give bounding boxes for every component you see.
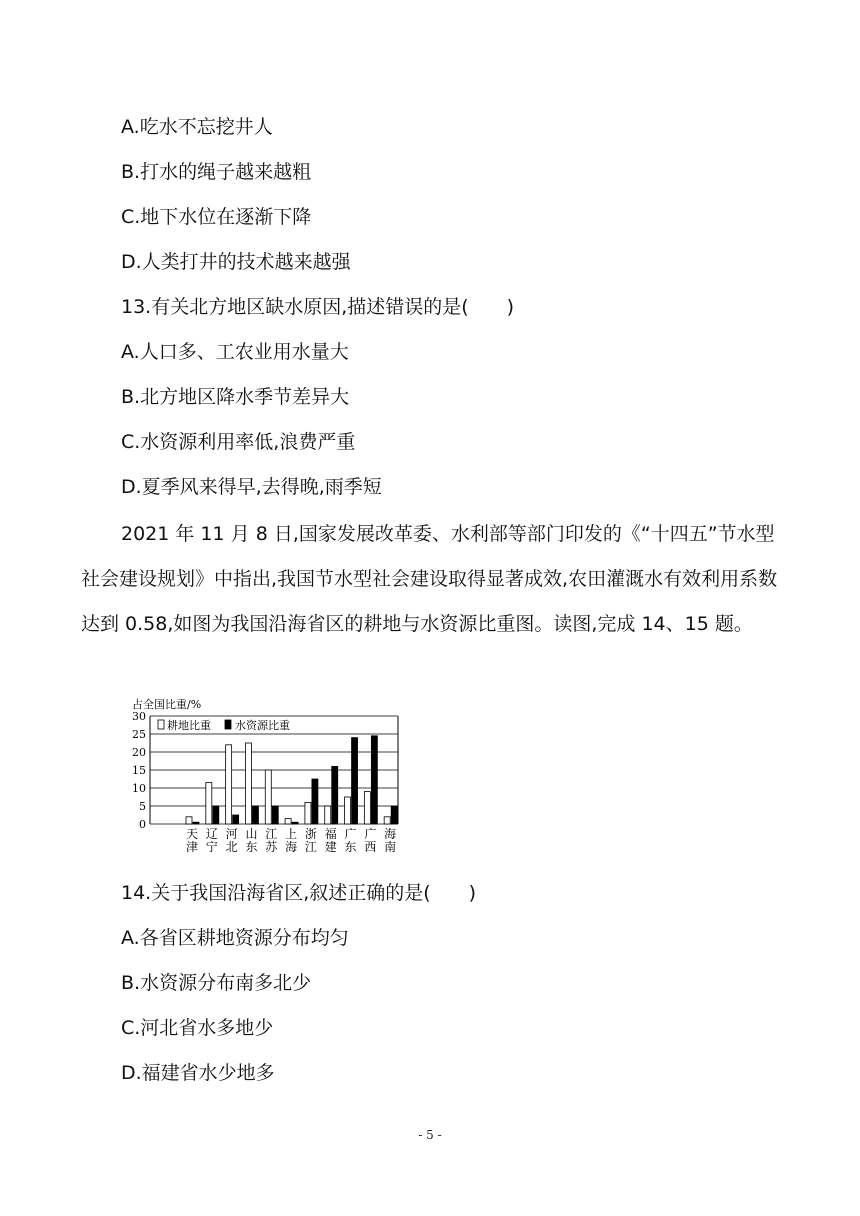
bar-farmland: [305, 802, 311, 824]
x-tick-label: 北: [225, 840, 238, 854]
legend-label-water: 水资源比重: [235, 719, 290, 732]
x-tick-label: 天: [185, 827, 199, 841]
q14-option-b: B.水资源分布南多北少: [121, 972, 312, 994]
page-number: - 5 -: [418, 1128, 442, 1142]
x-tick-label: 建: [324, 840, 337, 854]
bar-farmland: [364, 792, 370, 824]
bar-farmland: [206, 783, 212, 824]
x-tick-label: 西: [364, 840, 377, 854]
q13-option-a: A.人口多、工农业用水量大: [121, 341, 349, 363]
q12-option-a: A.吃水不忘挖井人: [121, 116, 273, 138]
bar-water: [252, 806, 258, 824]
legend-swatch-water: [225, 720, 231, 729]
bar-farmland: [186, 817, 192, 824]
legend-swatch-farmland: [158, 720, 164, 729]
x-tick-label: 福: [324, 827, 337, 841]
x-tick-label: 江: [304, 840, 317, 854]
x-tick-label: 南: [384, 840, 397, 854]
x-tick-label: 宁: [205, 840, 218, 854]
x-tick-label: 辽: [205, 827, 218, 841]
coastal-provinces-bar-chart: [128, 696, 408, 866]
bar-water: [312, 779, 318, 824]
x-tick-label: 东: [344, 840, 357, 854]
passage: [81, 512, 781, 647]
bar-water: [233, 815, 239, 824]
x-tick-label: 广: [364, 827, 377, 841]
chart-ylabel: 占全国比重/%: [132, 698, 202, 711]
bar-water: [213, 806, 219, 824]
legend-label-farmland: 耕地比重: [167, 719, 211, 732]
q12-option-c: C.地下水位在逐渐下降: [121, 206, 312, 228]
y-tick-label: 20: [132, 746, 146, 759]
q14-option-d: D.福建省水少地多: [121, 1062, 275, 1084]
q13-option-d: D.夏季风来得早,去得晚,雨季短: [121, 476, 382, 498]
q12-option-d: D.人类打井的技术越来越强: [121, 251, 351, 273]
x-tick-label: 苏: [265, 840, 278, 854]
x-tick-label: 东: [245, 840, 258, 854]
bar-farmland: [285, 819, 291, 824]
x-tick-label: 江: [265, 827, 278, 841]
bar-farmland: [345, 797, 351, 824]
bar-water: [371, 736, 377, 824]
y-tick-label: 0: [139, 818, 146, 831]
bar-water: [352, 738, 358, 824]
y-tick-label: 10: [132, 782, 146, 795]
x-tick-label: 海: [285, 840, 298, 854]
x-tick-label: 山: [245, 827, 258, 841]
y-tick-label: 30: [132, 710, 146, 723]
x-tick-label: 浙: [304, 827, 317, 841]
x-tick-label: 上: [285, 827, 298, 841]
bar-water: [193, 822, 199, 824]
y-tick-label: 5: [139, 800, 146, 813]
q14-stem: 14.关于我国沿海省区,叙述正确的是( ): [121, 882, 477, 904]
x-tick-label: 河: [225, 827, 238, 841]
bar-water: [272, 806, 278, 824]
y-tick-label: 15: [132, 764, 146, 777]
bar-water: [391, 806, 397, 824]
x-tick-label: 广: [344, 827, 357, 841]
passage-text: 2021 年 11 月 8 日,国家发展改革委、水利部等部门印发的《“十四五”节水型社会建设规划》中指出,我国节水型社会建设取得显著成效,农田灌溉水有效利用系数达到 0.58,如图为我国沿海省区的耕地与水资源比重图。读图,完成 14、15 题。: [81, 523, 778, 635]
x-tick-label: 海: [384, 827, 397, 841]
q14-option-c: C.河北省水多地少: [121, 1017, 274, 1039]
bar-farmland: [245, 743, 251, 824]
bar-water: [292, 822, 298, 824]
q14-option-a: A.各省区耕地资源分布均匀: [121, 927, 349, 949]
q13-stem: 13.有关北方地区缺水原因,描述错误的是( ): [121, 296, 515, 318]
bar-farmland: [226, 745, 232, 824]
bar-farmland: [325, 806, 331, 824]
x-tick-label: 津: [185, 840, 199, 854]
bar-water: [332, 766, 338, 824]
bar-farmland: [265, 770, 271, 824]
bar-farmland: [384, 817, 390, 824]
q13-option-b: B.北方地区降水季节差异大: [121, 386, 350, 408]
y-tick-label: 25: [132, 728, 146, 741]
q13-option-c: C.水资源利用率低,浪费严重: [121, 431, 356, 453]
q12-option-b: B.打水的绳子越来越粗: [121, 161, 312, 183]
